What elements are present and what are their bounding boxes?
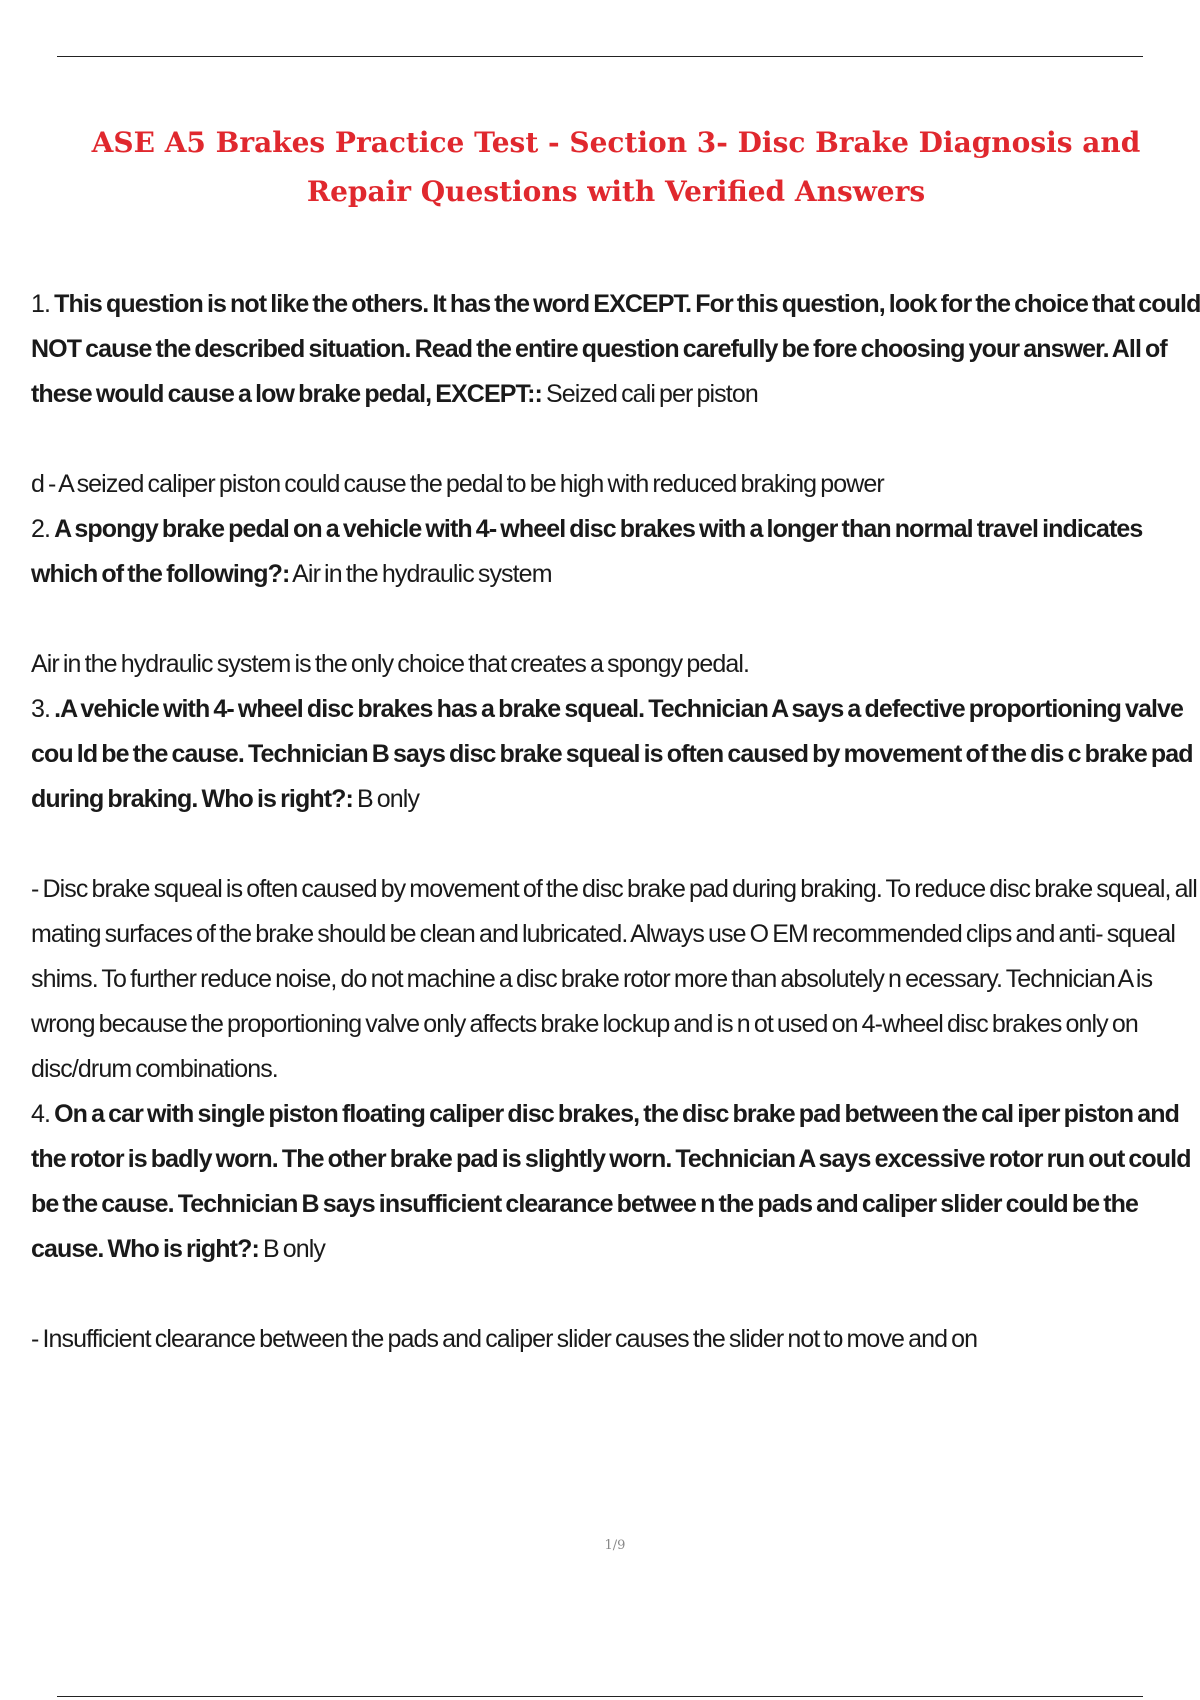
answer-text: B only	[356, 785, 420, 813]
question-prompt	[31, 282, 1200, 417]
question-item	[31, 282, 1200, 507]
page-number: 1/9	[604, 1538, 626, 1553]
questions-list	[31, 282, 1200, 1362]
answer-text: Seized cali per piston	[546, 380, 758, 408]
explanation-text: Air in the hydraulic system is the only choice that creates a spongy pedal.	[31, 650, 750, 678]
question-number: 2.	[31, 515, 51, 543]
question-text: .A vehicle with 4- wheel disc brakes has a brake squeal. Technician A says a defective proportioning valve cou ld be the cause. Technician B says disc brake squeal is often caused by movement of the dis c brake pad during braking. Who is right?:	[31, 695, 1193, 813]
answer-text: B only	[262, 1235, 326, 1263]
question-item	[31, 1092, 1200, 1362]
question-item	[31, 507, 1200, 687]
question-item	[31, 687, 1200, 1092]
question-text: A spongy brake pedal on a vehicle with 4- wheel disc brakes with a longer than normal travel indicates which of the following?:	[31, 515, 1143, 588]
question-text: This question is not like the others. It has the word EXCEPT. For this question, look for the choice that could NOT cause the described situation. Read the entire question carefully be fore choosing your answer. All of these would cause a low brake pedal, EXCEPT::	[31, 290, 1200, 408]
question-number: 4.	[31, 1100, 51, 1128]
document-title: ASE A5 Brakes Practice Test - Section 3- Disc Brake Diagnosis and Repair Questions with Verified Answers	[91, 126, 1141, 208]
question-prompt	[31, 507, 1200, 597]
question-text: On a car with single piston floating caliper disc brakes, the disc brake pad between the cal iper piston and the rotor is badly worn. The other brake pad is slightly worn. Technician A says excessive rotor run out could be the cause. Technician B says insufficient clearance betwee n the pads and caliper slider could be the cause. Who is right?:	[31, 1100, 1191, 1263]
question-prompt	[31, 1092, 1200, 1272]
answer-text: Air in the hydraulic system	[292, 560, 552, 588]
top-rule	[57, 56, 1143, 57]
bottom-rule	[57, 1696, 1143, 1697]
question-prompt	[31, 687, 1200, 822]
question-number: 1.	[31, 290, 51, 318]
explanation-text: d - A seized caliper piston could cause the pedal to be high with reduced braking power	[31, 470, 884, 498]
question-number: 3.	[31, 695, 51, 723]
explanation-text: - Disc brake squeal is often caused by movement of the disc brake pad during braking. To reduce disc brake squeal, all mating surfaces of the brake should be clean and lubricated. Always use O EM recommended clips and anti- squeal shims. To further reduce noise, do not machine a disc brake rotor more than absolutely n ecessary. Technician A is wrong because the proportioning valve only affects brake lockup and is n ot used on 4-wheel disc brakes only on disc/drum combinations.	[31, 875, 1197, 1083]
explanation-text: - Insufficient clearance between the pads and caliper slider causes the slider not to move and on	[31, 1325, 978, 1353]
